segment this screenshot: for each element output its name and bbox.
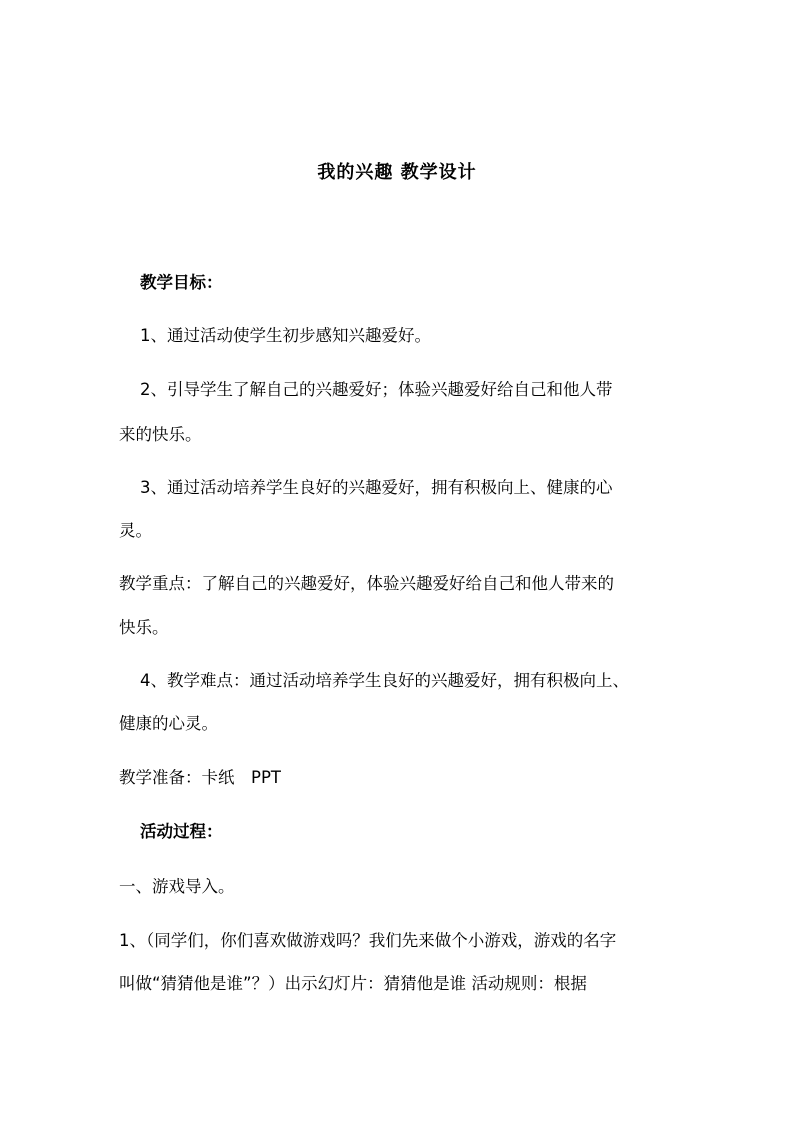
key-point-line-2: 快乐。 — [119, 618, 169, 637]
process-heading: 活动过程： — [140, 822, 223, 841]
section-1-heading: 一、游戏导入。 — [119, 877, 235, 896]
difficulty-line-1: 4、教学难点：通过活动培养学生良好的兴趣爱好，拥有积极向上、 — [140, 671, 629, 690]
document-title: 我的兴趣 教学设计 — [317, 162, 477, 183]
step-1-line-2: 叫做“猜猜他是谁”？）出示幻灯片：猜猜他是谁 活动规则：根据 — [119, 974, 587, 993]
objectives-heading: 教学目标： — [140, 273, 223, 292]
objective-3-line-2: 灵。 — [119, 521, 152, 540]
objective-1: 1、通过活动使学生初步感知兴趣爱好。 — [140, 326, 431, 345]
objective-3-line-1: 3、通过活动培养学生良好的兴趣爱好，拥有积极向上、健康的心 — [140, 478, 613, 497]
difficulty-line-2: 健康的心灵。 — [119, 714, 218, 733]
step-1-line-1: 1、（同学们，你们喜欢做游戏吗？我们先来做个小游戏，游戏的名字 — [119, 931, 617, 950]
objective-2-line-1: 2、引导学生了解自己的兴趣爱好；体验兴趣爱好给自己和他人带 — [140, 380, 613, 399]
key-point-line-1: 教学重点：了解自己的兴趣爱好，体验兴趣爱好给自己和他人带来的 — [119, 574, 614, 593]
objective-2-line-2: 来的快乐。 — [119, 425, 202, 444]
preparation-line: 教学准备：卡纸 PPT — [119, 768, 281, 787]
